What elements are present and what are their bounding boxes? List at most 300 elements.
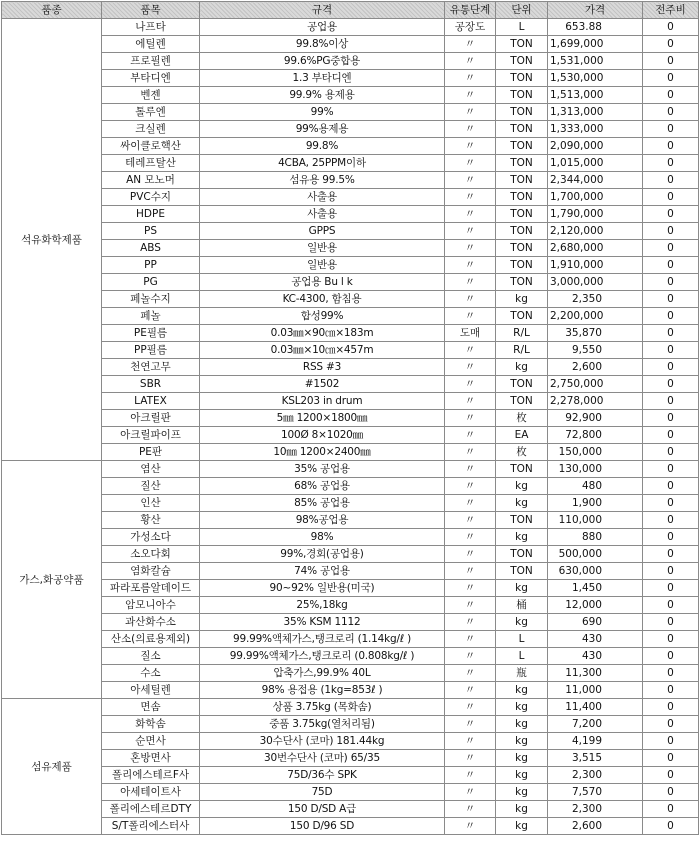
unit-cell: kg bbox=[496, 478, 548, 495]
table-row bbox=[2, 648, 699, 665]
price-cell: 2,200,000 bbox=[548, 308, 643, 325]
item-cell: 페놀수지 bbox=[102, 291, 200, 308]
item-cell: 나프타 bbox=[102, 19, 200, 36]
stage-cell: 〃 bbox=[445, 631, 496, 648]
price-cell: 9,550 bbox=[548, 342, 643, 359]
stage-cell: 〃 bbox=[445, 376, 496, 393]
table-row bbox=[2, 427, 699, 444]
price-cell: 1,333,000 bbox=[548, 121, 643, 138]
table-row bbox=[2, 189, 699, 206]
change-cell: 0 bbox=[643, 801, 699, 818]
change-cell: 0 bbox=[643, 206, 699, 223]
stage-cell: 〃 bbox=[445, 563, 496, 580]
category-cell: 석유화학제품 bbox=[2, 19, 102, 461]
stage-cell: 〃 bbox=[445, 699, 496, 716]
price-cell: 110,000 bbox=[548, 512, 643, 529]
unit-cell: TON bbox=[496, 512, 548, 529]
table-row bbox=[2, 716, 699, 733]
stage-cell: 〃 bbox=[445, 461, 496, 478]
table-row bbox=[2, 359, 699, 376]
item-cell: 과산화수소 bbox=[102, 614, 200, 631]
price-cell: 430 bbox=[548, 648, 643, 665]
spec-cell: 30수단사 (코마) 181.44kg bbox=[200, 733, 445, 750]
header-category: 품종 bbox=[2, 2, 102, 19]
spec-cell: 75D/36수 SPK bbox=[200, 767, 445, 784]
unit-cell: TON bbox=[496, 53, 548, 70]
change-cell: 0 bbox=[643, 733, 699, 750]
item-cell: 아크릴판 bbox=[102, 410, 200, 427]
unit-cell: kg bbox=[496, 750, 548, 767]
stage-cell: 〃 bbox=[445, 53, 496, 70]
change-cell: 0 bbox=[643, 325, 699, 342]
item-cell: 부타디엔 bbox=[102, 70, 200, 87]
stage-cell: 〃 bbox=[445, 359, 496, 376]
spec-cell: 공업용 bbox=[200, 19, 445, 36]
spec-cell: 99.8% bbox=[200, 138, 445, 155]
unit-cell: TON bbox=[496, 376, 548, 393]
price-cell: 7,200 bbox=[548, 716, 643, 733]
unit-cell: kg bbox=[496, 529, 548, 546]
change-cell: 0 bbox=[643, 376, 699, 393]
stage-cell: 〃 bbox=[445, 478, 496, 495]
price-cell: 150,000 bbox=[548, 444, 643, 461]
spec-cell: KSL203 in drum bbox=[200, 393, 445, 410]
stage-cell: 〃 bbox=[445, 597, 496, 614]
stage-cell: 〃 bbox=[445, 665, 496, 682]
item-cell: PE판 bbox=[102, 444, 200, 461]
category-cell: 섬유제품 bbox=[2, 699, 102, 835]
table-row bbox=[2, 784, 699, 801]
change-cell: 0 bbox=[643, 818, 699, 835]
price-cell: 2,344,000 bbox=[548, 172, 643, 189]
stage-cell: 〃 bbox=[445, 648, 496, 665]
spec-cell: 74% 공업용 bbox=[200, 563, 445, 580]
spec-cell: 1.3 부타디엔 bbox=[200, 70, 445, 87]
item-cell: 톨루엔 bbox=[102, 104, 200, 121]
spec-cell: 68% 공업용 bbox=[200, 478, 445, 495]
table-row bbox=[2, 172, 699, 189]
change-cell: 0 bbox=[643, 767, 699, 784]
unit-cell: TON bbox=[496, 308, 548, 325]
change-cell: 0 bbox=[643, 529, 699, 546]
price-cell: 11,400 bbox=[548, 699, 643, 716]
item-cell: 소오다회 bbox=[102, 546, 200, 563]
spec-cell: 상품 3.75kg (목화솜) bbox=[200, 699, 445, 716]
item-cell: 면솜 bbox=[102, 699, 200, 716]
item-cell: 파라포름알데이드 bbox=[102, 580, 200, 597]
price-cell: 1,015,000 bbox=[548, 155, 643, 172]
stage-cell: 〃 bbox=[445, 274, 496, 291]
stage-cell: 도매 bbox=[445, 325, 496, 342]
change-cell: 0 bbox=[643, 461, 699, 478]
table-row bbox=[2, 87, 699, 104]
change-cell: 0 bbox=[643, 138, 699, 155]
spec-cell: 25%,18kg bbox=[200, 597, 445, 614]
unit-cell: TON bbox=[496, 155, 548, 172]
unit-cell: TON bbox=[496, 138, 548, 155]
unit-cell: 桶 bbox=[496, 597, 548, 614]
item-cell: 혼방면사 bbox=[102, 750, 200, 767]
unit-cell: TON bbox=[496, 36, 548, 53]
stage-cell: 〃 bbox=[445, 155, 496, 172]
item-cell: 염화칼슘 bbox=[102, 563, 200, 580]
spec-cell: 98%공업용 bbox=[200, 512, 445, 529]
stage-cell: 〃 bbox=[445, 308, 496, 325]
spec-cell: 10㎜ 1200×2400㎜ bbox=[200, 444, 445, 461]
table-row bbox=[2, 53, 699, 70]
change-cell: 0 bbox=[643, 512, 699, 529]
unit-cell: TON bbox=[496, 563, 548, 580]
spec-cell: 150 D/96 SD bbox=[200, 818, 445, 835]
item-cell: PG bbox=[102, 274, 200, 291]
unit-cell: R/L bbox=[496, 342, 548, 359]
item-cell: 수소 bbox=[102, 665, 200, 682]
stage-cell: 〃 bbox=[445, 767, 496, 784]
spec-cell: 99% bbox=[200, 104, 445, 121]
item-cell: 에틸렌 bbox=[102, 36, 200, 53]
table-row bbox=[2, 70, 699, 87]
item-cell: 테레프탈산 bbox=[102, 155, 200, 172]
header-unit: 단위 bbox=[496, 2, 548, 19]
spec-cell: 35% 공업용 bbox=[200, 461, 445, 478]
item-cell: LATEX bbox=[102, 393, 200, 410]
unit-cell: kg bbox=[496, 733, 548, 750]
change-cell: 0 bbox=[643, 36, 699, 53]
price-cell: 1,313,000 bbox=[548, 104, 643, 121]
item-cell: ABS bbox=[102, 240, 200, 257]
spec-cell: 98% 용접용 (1kg=853ℓ ) bbox=[200, 682, 445, 699]
change-cell: 0 bbox=[643, 393, 699, 410]
item-cell: PVC수지 bbox=[102, 189, 200, 206]
stage-cell: 〃 bbox=[445, 682, 496, 699]
table-row bbox=[2, 682, 699, 699]
table-row bbox=[2, 291, 699, 308]
stage-cell: 〃 bbox=[445, 138, 496, 155]
change-cell: 0 bbox=[643, 342, 699, 359]
unit-cell: TON bbox=[496, 223, 548, 240]
item-cell: 프로필렌 bbox=[102, 53, 200, 70]
stage-cell: 〃 bbox=[445, 291, 496, 308]
change-cell: 0 bbox=[643, 223, 699, 240]
change-cell: 0 bbox=[643, 580, 699, 597]
change-cell: 0 bbox=[643, 53, 699, 70]
item-cell: 가성소다 bbox=[102, 529, 200, 546]
price-cell: 11,300 bbox=[548, 665, 643, 682]
header-distribution-stage: 유통단계 bbox=[445, 2, 496, 19]
price-cell: 72,800 bbox=[548, 427, 643, 444]
spec-cell: #1502 bbox=[200, 376, 445, 393]
table-row bbox=[2, 325, 699, 342]
stage-cell: 〃 bbox=[445, 240, 496, 257]
table-row bbox=[2, 223, 699, 240]
unit-cell: TON bbox=[496, 104, 548, 121]
unit-cell: L bbox=[496, 631, 548, 648]
change-cell: 0 bbox=[643, 70, 699, 87]
change-cell: 0 bbox=[643, 478, 699, 495]
table-row bbox=[2, 257, 699, 274]
change-cell: 0 bbox=[643, 495, 699, 512]
stage-cell: 〃 bbox=[445, 495, 496, 512]
table-row bbox=[2, 308, 699, 325]
unit-cell: TON bbox=[496, 240, 548, 257]
unit-cell: kg bbox=[496, 818, 548, 835]
price-cell: 2,600 bbox=[548, 359, 643, 376]
price-cell: 1,790,000 bbox=[548, 206, 643, 223]
stage-cell: 〃 bbox=[445, 36, 496, 53]
change-cell: 0 bbox=[643, 427, 699, 444]
spec-cell: 사출용 bbox=[200, 206, 445, 223]
table-row bbox=[2, 563, 699, 580]
price-cell: 130,000 bbox=[548, 461, 643, 478]
spec-cell: 0.03㎜×90㎝×183m bbox=[200, 325, 445, 342]
spec-cell: 90~92% 일반용(미국) bbox=[200, 580, 445, 597]
header-row bbox=[2, 2, 699, 19]
table-row bbox=[2, 580, 699, 597]
item-cell: PS bbox=[102, 223, 200, 240]
price-cell: 2,300 bbox=[548, 801, 643, 818]
table-row bbox=[2, 376, 699, 393]
stage-cell: 〃 bbox=[445, 393, 496, 410]
spec-cell: KC-4300, 함침용 bbox=[200, 291, 445, 308]
spec-cell: 85% 공업용 bbox=[200, 495, 445, 512]
spec-cell: RSS #3 bbox=[200, 359, 445, 376]
spec-cell: 150 D/SD A급 bbox=[200, 801, 445, 818]
table-row bbox=[2, 240, 699, 257]
spec-cell: 5㎜ 1200×1800㎜ bbox=[200, 410, 445, 427]
spec-cell: 99.99%액체가스,탱크로리 (0.808kg/ℓ ) bbox=[200, 648, 445, 665]
spec-cell: 압축가스,99.9% 40L bbox=[200, 665, 445, 682]
price-table bbox=[1, 1, 699, 835]
change-cell: 0 bbox=[643, 699, 699, 716]
unit-cell: 枚 bbox=[496, 410, 548, 427]
spec-cell: 사출용 bbox=[200, 189, 445, 206]
stage-cell: 〃 bbox=[445, 206, 496, 223]
unit-cell: R/L bbox=[496, 325, 548, 342]
spec-cell: 75D bbox=[200, 784, 445, 801]
change-cell: 0 bbox=[643, 750, 699, 767]
price-cell: 3,000,000 bbox=[548, 274, 643, 291]
price-cell: 1,530,000 bbox=[548, 70, 643, 87]
table-body bbox=[2, 19, 699, 835]
table-row bbox=[2, 665, 699, 682]
change-cell: 0 bbox=[643, 291, 699, 308]
price-cell: 3,515 bbox=[548, 750, 643, 767]
stage-cell: 〃 bbox=[445, 121, 496, 138]
change-cell: 0 bbox=[643, 716, 699, 733]
price-cell: 2,278,000 bbox=[548, 393, 643, 410]
table-row bbox=[2, 274, 699, 291]
stage-cell: 〃 bbox=[445, 716, 496, 733]
spec-cell: 100Ø 8×1020㎜ bbox=[200, 427, 445, 444]
table-row bbox=[2, 631, 699, 648]
unit-cell: TON bbox=[496, 172, 548, 189]
stage-cell: 〃 bbox=[445, 614, 496, 631]
price-cell: 2,090,000 bbox=[548, 138, 643, 155]
stage-cell: 〃 bbox=[445, 444, 496, 461]
unit-cell: TON bbox=[496, 70, 548, 87]
spec-cell: 99.9% 용제용 bbox=[200, 87, 445, 104]
stage-cell: 〃 bbox=[445, 172, 496, 189]
stage-cell: 〃 bbox=[445, 189, 496, 206]
item-cell: PE필름 bbox=[102, 325, 200, 342]
item-cell: 질소 bbox=[102, 648, 200, 665]
unit-cell: TON bbox=[496, 546, 548, 563]
spec-cell: 중품 3.75kg(열처리됨) bbox=[200, 716, 445, 733]
change-cell: 0 bbox=[643, 19, 699, 36]
unit-cell: TON bbox=[496, 189, 548, 206]
table-row bbox=[2, 546, 699, 563]
table-row bbox=[2, 495, 699, 512]
spec-cell: 공업용 Bu l k bbox=[200, 274, 445, 291]
unit-cell: kg bbox=[496, 614, 548, 631]
item-cell: PP bbox=[102, 257, 200, 274]
unit-cell: kg bbox=[496, 682, 548, 699]
change-cell: 0 bbox=[643, 784, 699, 801]
item-cell: 암모니아수 bbox=[102, 597, 200, 614]
change-cell: 0 bbox=[643, 665, 699, 682]
stage-cell: 〃 bbox=[445, 87, 496, 104]
price-cell: 1,910,000 bbox=[548, 257, 643, 274]
table-row bbox=[2, 461, 699, 478]
table-row bbox=[2, 342, 699, 359]
stage-cell: 〃 bbox=[445, 750, 496, 767]
table-header bbox=[2, 2, 699, 19]
spec-cell: 35% KSM 1112 bbox=[200, 614, 445, 631]
price-cell: 653.88 bbox=[548, 19, 643, 36]
table-row bbox=[2, 19, 699, 36]
price-cell: 1,699,000 bbox=[548, 36, 643, 53]
stage-cell: 〃 bbox=[445, 784, 496, 801]
unit-cell: kg bbox=[496, 699, 548, 716]
table-row bbox=[2, 801, 699, 818]
price-cell: 630,000 bbox=[548, 563, 643, 580]
price-cell: 12,000 bbox=[548, 597, 643, 614]
stage-cell: 〃 bbox=[445, 801, 496, 818]
item-cell: 질산 bbox=[102, 478, 200, 495]
price-cell: 4,199 bbox=[548, 733, 643, 750]
price-cell: 1,450 bbox=[548, 580, 643, 597]
stage-cell: 공장도 bbox=[445, 19, 496, 36]
stage-cell: 〃 bbox=[445, 223, 496, 240]
change-cell: 0 bbox=[643, 308, 699, 325]
unit-cell: kg bbox=[496, 495, 548, 512]
change-cell: 0 bbox=[643, 104, 699, 121]
price-cell: 1,900 bbox=[548, 495, 643, 512]
spec-cell: 섬유용 99.5% bbox=[200, 172, 445, 189]
change-cell: 0 bbox=[643, 631, 699, 648]
table-row bbox=[2, 444, 699, 461]
spec-cell: 일반용 bbox=[200, 240, 445, 257]
spec-cell: 99.8%이상 bbox=[200, 36, 445, 53]
table-row bbox=[2, 818, 699, 835]
change-cell: 0 bbox=[643, 172, 699, 189]
item-cell: 순면사 bbox=[102, 733, 200, 750]
unit-cell: kg bbox=[496, 784, 548, 801]
price-cell: 2,300 bbox=[548, 767, 643, 784]
price-cell: 2,750,000 bbox=[548, 376, 643, 393]
change-cell: 0 bbox=[643, 155, 699, 172]
price-cell: 2,680,000 bbox=[548, 240, 643, 257]
unit-cell: L bbox=[496, 648, 548, 665]
table-row bbox=[2, 104, 699, 121]
unit-cell: L bbox=[496, 19, 548, 36]
unit-cell: kg bbox=[496, 580, 548, 597]
spec-cell: 98% bbox=[200, 529, 445, 546]
price-cell: 2,120,000 bbox=[548, 223, 643, 240]
spec-cell: 99.99%액체가스,탱크로리 (1.14kg/ℓ ) bbox=[200, 631, 445, 648]
spec-cell: GPPS bbox=[200, 223, 445, 240]
header-price: 가격 bbox=[548, 2, 643, 19]
unit-cell: TON bbox=[496, 461, 548, 478]
change-cell: 0 bbox=[643, 614, 699, 631]
stage-cell: 〃 bbox=[445, 580, 496, 597]
spec-cell: 99.6%PG중합용 bbox=[200, 53, 445, 70]
table-row bbox=[2, 393, 699, 410]
item-cell: HDPE bbox=[102, 206, 200, 223]
price-cell: 1,700,000 bbox=[548, 189, 643, 206]
item-cell: 페놀 bbox=[102, 308, 200, 325]
change-cell: 0 bbox=[643, 87, 699, 104]
spec-cell: 4CBA, 25PPM이하 bbox=[200, 155, 445, 172]
table-row bbox=[2, 699, 699, 716]
change-cell: 0 bbox=[643, 257, 699, 274]
change-cell: 0 bbox=[643, 121, 699, 138]
item-cell: 폴리에스테르DTY bbox=[102, 801, 200, 818]
table-row bbox=[2, 478, 699, 495]
table-row bbox=[2, 733, 699, 750]
price-cell: 2,600 bbox=[548, 818, 643, 835]
item-cell: 황산 bbox=[102, 512, 200, 529]
price-cell: 11,000 bbox=[548, 682, 643, 699]
stage-cell: 〃 bbox=[445, 342, 496, 359]
stage-cell: 〃 bbox=[445, 818, 496, 835]
item-cell: AN 모노머 bbox=[102, 172, 200, 189]
price-cell: 1,513,000 bbox=[548, 87, 643, 104]
header-item: 품목 bbox=[102, 2, 200, 19]
price-cell: 430 bbox=[548, 631, 643, 648]
price-cell: 2,350 bbox=[548, 291, 643, 308]
unit-cell: kg bbox=[496, 801, 548, 818]
spec-cell: 30번수단사 (코마) 65/35 bbox=[200, 750, 445, 767]
change-cell: 0 bbox=[643, 546, 699, 563]
table-row bbox=[2, 36, 699, 53]
item-cell: 염산 bbox=[102, 461, 200, 478]
change-cell: 0 bbox=[643, 597, 699, 614]
stage-cell: 〃 bbox=[445, 410, 496, 427]
item-cell: 아세틸렌 bbox=[102, 682, 200, 699]
unit-cell: kg bbox=[496, 767, 548, 784]
change-cell: 0 bbox=[643, 359, 699, 376]
spec-cell: 0.03㎜×10㎝×457m bbox=[200, 342, 445, 359]
change-cell: 0 bbox=[643, 682, 699, 699]
table-row bbox=[2, 410, 699, 427]
item-cell: 싸이클로핵산 bbox=[102, 138, 200, 155]
unit-cell: TON bbox=[496, 257, 548, 274]
change-cell: 0 bbox=[643, 563, 699, 580]
table-row bbox=[2, 512, 699, 529]
stage-cell: 〃 bbox=[445, 512, 496, 529]
category-cell: 가스,화공약품 bbox=[2, 461, 102, 699]
item-cell: 크실렌 bbox=[102, 121, 200, 138]
item-cell: SBR bbox=[102, 376, 200, 393]
stage-cell: 〃 bbox=[445, 733, 496, 750]
spec-cell: 99%,경회(공업용) bbox=[200, 546, 445, 563]
price-cell: 92,900 bbox=[548, 410, 643, 427]
table-row bbox=[2, 614, 699, 631]
unit-cell: kg bbox=[496, 359, 548, 376]
unit-cell: kg bbox=[496, 716, 548, 733]
stage-cell: 〃 bbox=[445, 257, 496, 274]
